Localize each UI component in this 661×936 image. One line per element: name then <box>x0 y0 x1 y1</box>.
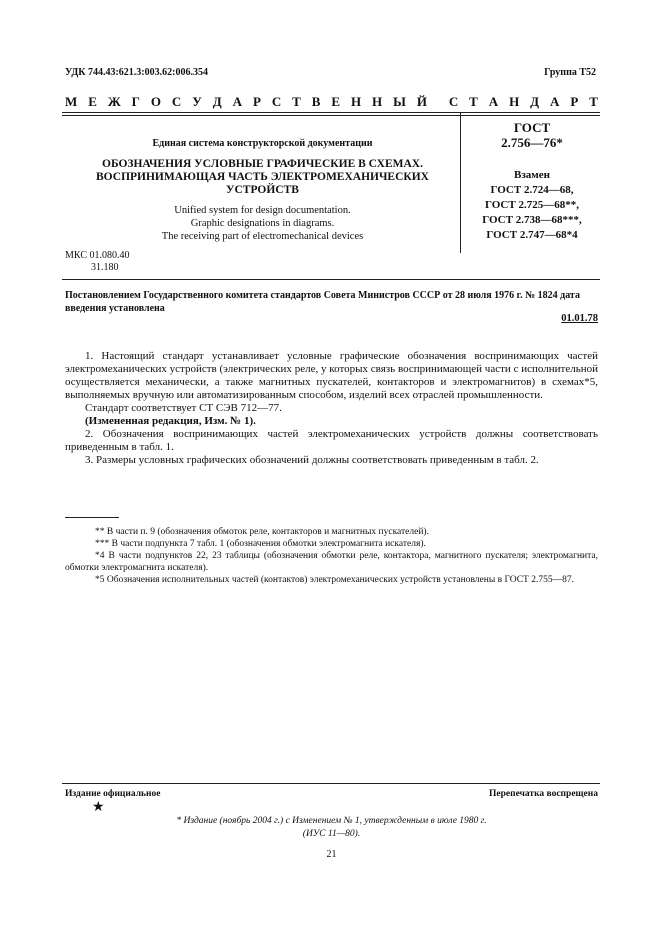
body-text <box>65 350 598 467</box>
official-edition-label: Издание официальное <box>65 789 161 799</box>
top-rule <box>62 112 600 113</box>
intro-date: 01.01.78 <box>561 313 598 324</box>
gost-number: ГОСТ 2.756—76* <box>501 120 563 150</box>
mks-code: МКС 01.080.40 31.180 <box>65 250 130 273</box>
star-icon: ★ <box>92 800 105 815</box>
standard-title: ОБОЗНАЧЕНИЯ УСЛОВНЫЕ ГРАФИЧЕСКИЕ В СХЕМАХ. ВОСПРИНИМАЮЩАЯ ЧАСТЬ ЭЛЕКТРОМЕХАНИЧЕСКИХ УСТРОЙСТВ <box>96 158 429 196</box>
udk-code: УДК 744.43:621.3:003.62:006.354 <box>65 67 208 78</box>
footnote: *5 Обозначения исполнительных частей (контактов) электромеханических устройств установлены в ГОСТ 2.755—87. <box>95 575 574 585</box>
english-title: Unified system for design documentation. Graphic designations in diagrams. The receiving part of electromechanical devices <box>161 205 364 242</box>
paragraph-4: 3. Размеры условных графических обозначений должны соответствовать приведенным в табл. 2. <box>85 454 539 466</box>
mid-rule <box>62 279 600 280</box>
bottom-rule <box>62 783 600 784</box>
replaces-block: Взамен ГОСТ 2.724—68, ГОСТ 2.725—68**, ГОСТ 2.738—68***, ГОСТ 2.747—68*4 <box>462 168 602 243</box>
replaces-label: Взамен <box>514 169 550 181</box>
resolution-text: Постановлением Государственного комитета стандартов Совета Министров СССР от 28 июля 1976 г. № 1824 дата введения установлена <box>65 290 580 314</box>
reprint-prohibited-label: Перепечатка воспрещена <box>488 789 598 799</box>
footnotes <box>65 526 598 586</box>
top-rule-thin <box>62 115 600 116</box>
paragraph-1: 1. Настоящий стандарт устанавливает условные графические обозначения воспринимающих частей электромеханических устройств (электрических реле, у которых связь воспринимающей части с исполнительной осуществляется механически, а также магнитных пускателей, контакторов и электромагнитов) в схемах*5, выполняемых вручную или автоматизированным способом, изделий всех отраслей промышленности. <box>65 350 598 401</box>
paragraph-3: 2. Обозначения воспринимающих частей электромеханических устройств должны соответствовать приведенным в табл. 1. <box>65 428 598 453</box>
group-code: Группа Т52 <box>544 67 596 78</box>
standard-banner: М Е Ж Г О С У Д А Р С Т В Е Н Н Ы Й С Т А Н Д А Р Т <box>65 94 598 109</box>
footnote: ** В части п. 9 (обозначения обмоток реле, контакторов и магнитных пускателей). <box>95 527 429 537</box>
page-number: 21 <box>326 849 337 860</box>
esk-heading: Единая система конструкторской документации <box>152 138 373 149</box>
column-divider <box>460 113 461 253</box>
footnote: *4 В части подпунктов 22, 23 таблицы (обозначения обмотки реле, контактора, магнитного пускателя; электромагнита, обмотки электромагнита искателя). <box>65 551 598 573</box>
footnote-separator <box>65 517 119 518</box>
paragraph-2: Стандарт соответствует СТ СЭВ 712—77. <box>85 402 282 414</box>
footnote: *** В части подпункта 7 табл. 1 (обозначения обмотки электромагнита искателя). <box>95 539 426 549</box>
edition-note: * Издание (ноябрь 2004 г.) с Изменением № 1, утвержденным в июле 1980 г. (ИУС 11—80). <box>176 816 487 839</box>
amendment-note: (Измененная редакция, Изм. № 1). <box>85 415 256 427</box>
